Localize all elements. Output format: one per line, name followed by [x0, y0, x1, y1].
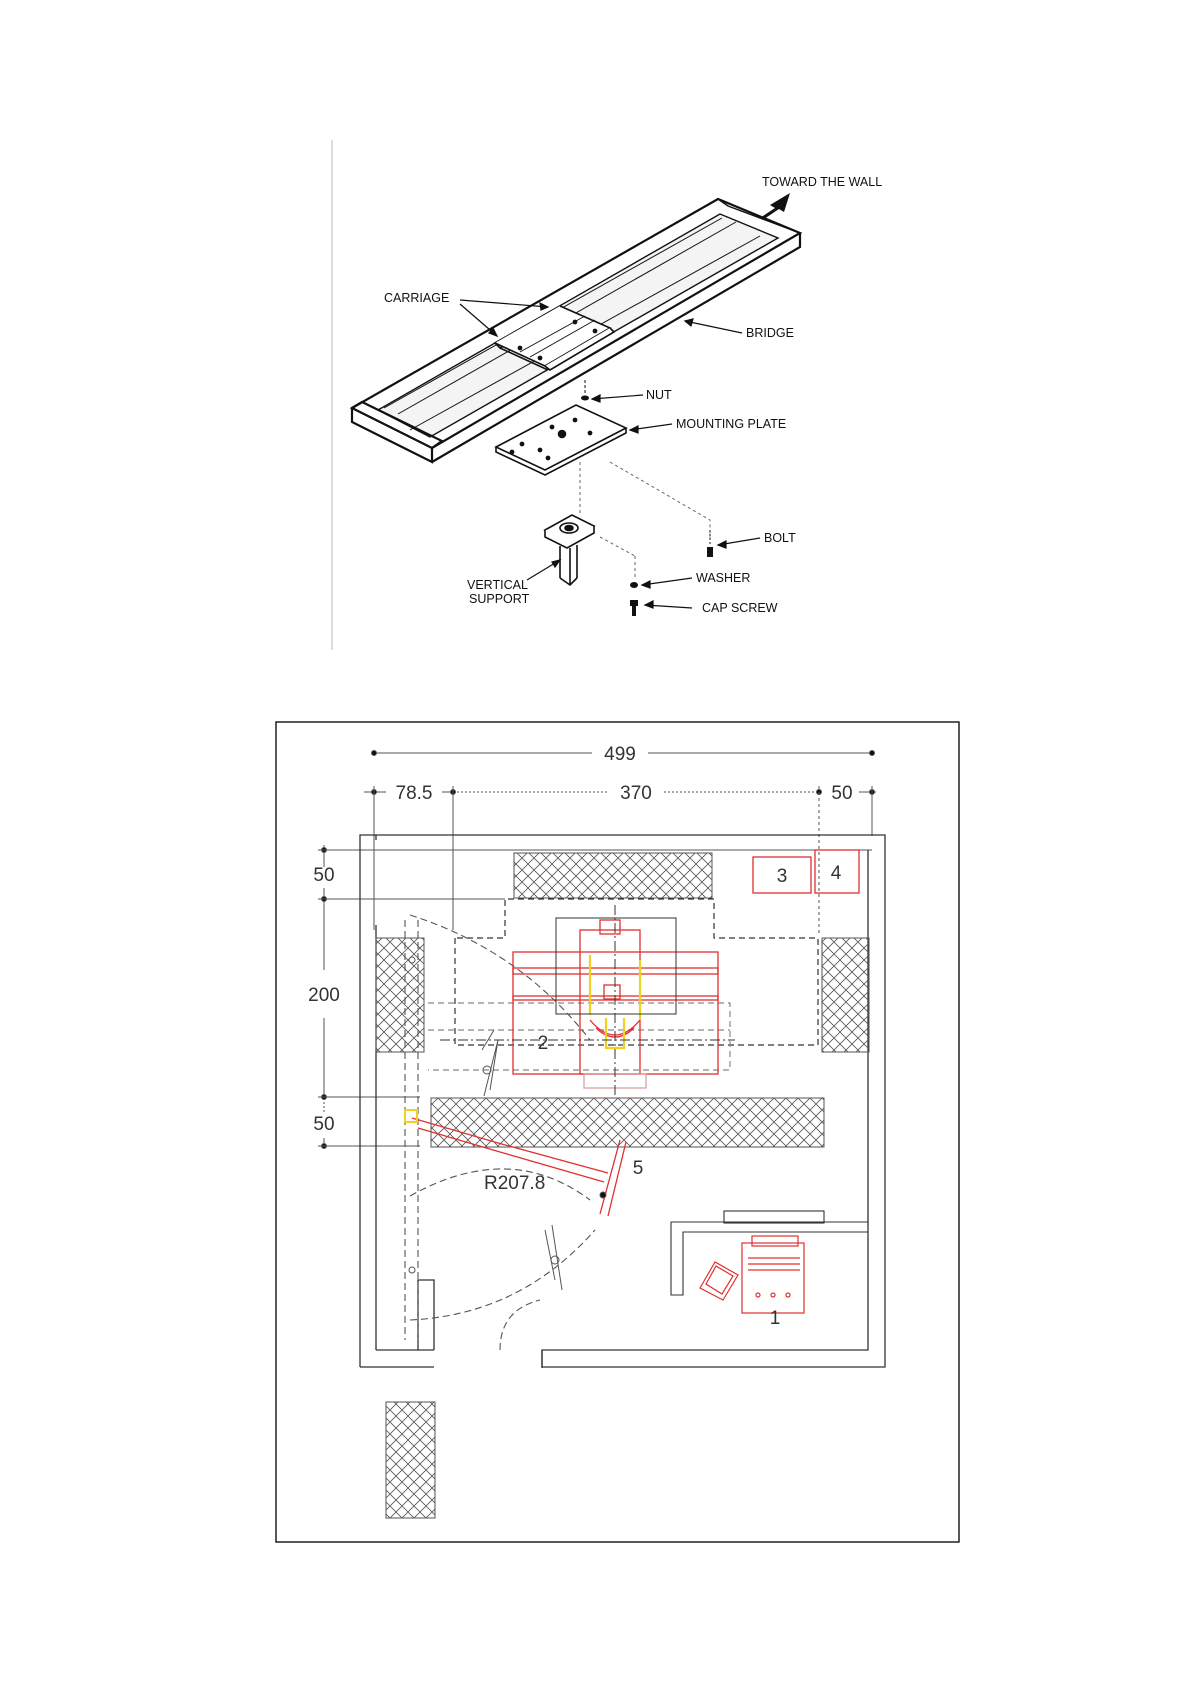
item-number-4: 4 — [830, 863, 842, 884]
label-vertical-support-2: SUPPORT — [469, 592, 530, 606]
pivot-highlight-icon — [405, 1110, 417, 1122]
label-nut: NUT — [646, 388, 672, 402]
label-mounting-plate: MOUNTING PLATE — [676, 417, 787, 431]
equipment-unit-2-outline — [440, 905, 735, 1098]
dim-right-offset: 50 — [831, 783, 853, 804]
item-number-3: 3 — [776, 866, 788, 887]
dim-radius: R207.8 — [484, 1173, 546, 1194]
label-toward-wall: TOWARD THE WALL — [762, 175, 883, 189]
control-console-1 — [700, 1236, 804, 1313]
item-number-5: 5 — [632, 1158, 644, 1179]
label-bridge: BRIDGE — [746, 326, 794, 340]
hatched-zones — [376, 853, 869, 1518]
label-carriage: CARRIAGE — [384, 291, 450, 305]
label-washer: WASHER — [696, 571, 751, 585]
dim-left-offset: 78.5 — [395, 783, 433, 804]
dim-lower-gap: 50 — [313, 1114, 335, 1135]
item-number-2: 2 — [537, 1033, 549, 1054]
item-number-1: 1 — [769, 1308, 781, 1329]
label-bolt: BOLT — [764, 531, 796, 545]
dim-side-length: 200 — [308, 985, 340, 1006]
label-cap-screw: CAP SCREW — [702, 601, 778, 615]
dim-middle-span: 370 — [620, 783, 652, 804]
label-vertical-support-1: VERTICAL — [467, 578, 528, 592]
control-desk — [671, 1211, 868, 1295]
dim-top-gap: 50 — [313, 865, 335, 886]
dim-overall-width: 499 — [604, 744, 636, 765]
